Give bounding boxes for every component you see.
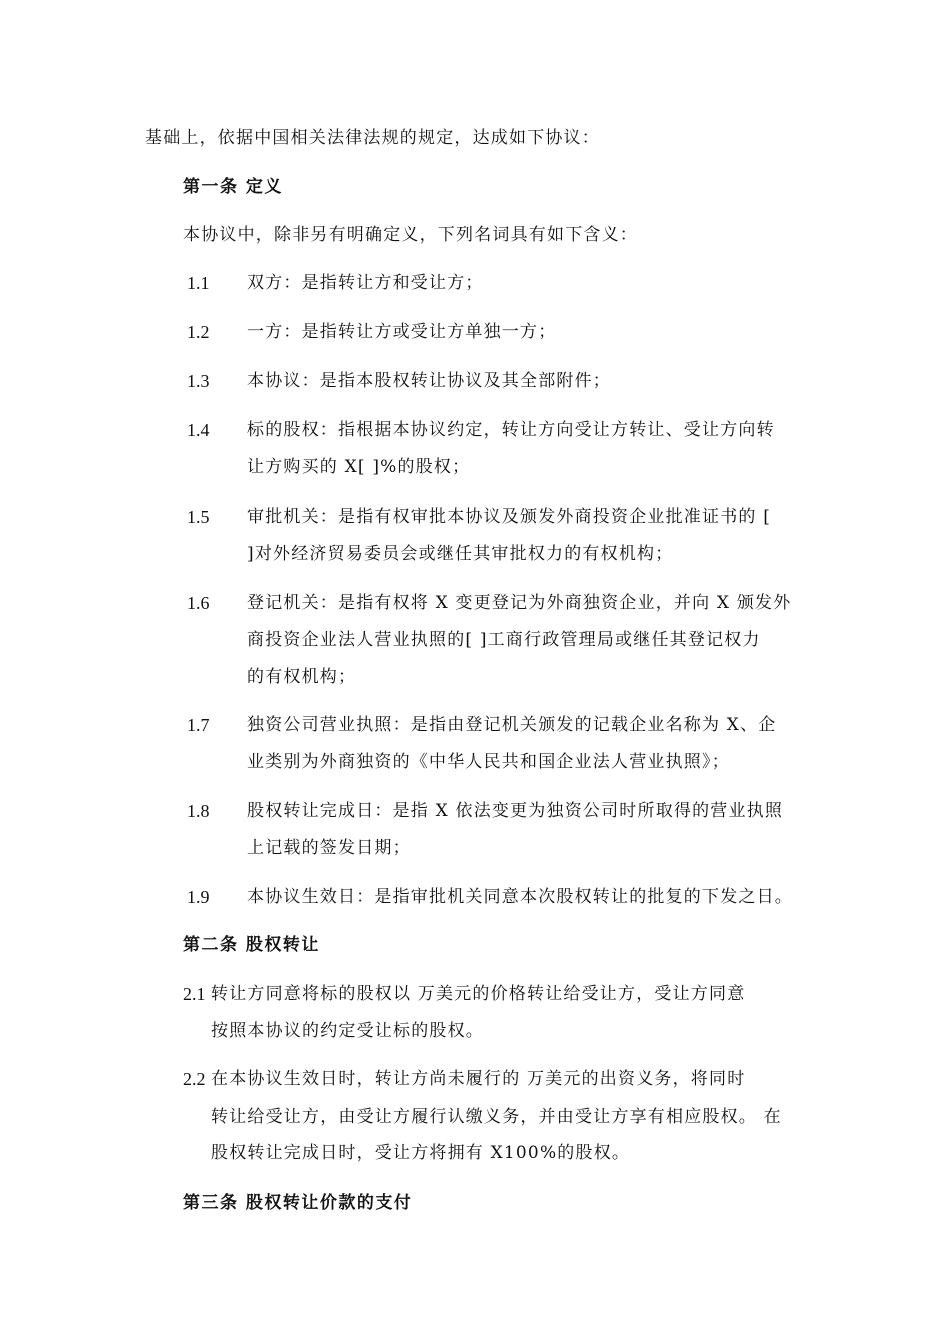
clause-number: 2.2 — [183, 1069, 206, 1089]
clause-text: 转让给受让方，由受让方履行认缴义务，并由受让方享有相应股权。 在 — [211, 1107, 782, 1127]
clause-text: ]对外经济贸易委员会或继任其审批权力的有权机构； — [247, 544, 674, 564]
clause-text: 一方：是指转让方或受让方单独一方； — [247, 322, 557, 342]
clause-number: 1.7 — [187, 715, 210, 735]
article-2-heading: 第二条 股权转让 — [183, 935, 320, 955]
clause-number: 2.1 — [183, 984, 206, 1004]
clause-number: 1.5 — [187, 507, 210, 527]
clause-number: 1.1 — [187, 273, 210, 293]
clause-number: 1.3 — [187, 371, 210, 391]
clause-text: 商投资企业法人营业执照的[ ]工商行政管理局或继任其登记权力 — [247, 630, 761, 650]
clause-text: 审批机关：是指有权审批本协议及颁发外商投资企业批准证书的 [ — [247, 507, 772, 527]
clause-text: 独资公司营业执照：是指由登记机关颁发的记载企业名称为 X、企 — [247, 715, 777, 735]
clause-text: 业类别为外商独资的《中华人民共和国企业法人营业执照》； — [247, 752, 730, 772]
clause-number: 1.8 — [187, 801, 210, 821]
clause-number: 1.4 — [187, 420, 210, 440]
clause-text: 的有权机构； — [247, 667, 357, 687]
clause-number: 1.2 — [187, 322, 210, 342]
clause-text: 股权转让完成日：是指 X 依法变更为独资公司时所取得的营业执照 — [247, 801, 784, 821]
clause-text: 股权转让完成日时，受让方将拥有 X100%的股权。 — [211, 1143, 631, 1163]
clause-number: 1.9 — [187, 887, 210, 907]
article-1-lead: 本协议中，除非另有明确定义，下列名词具有如下含义： — [183, 225, 638, 245]
clause-number: 1.6 — [187, 593, 210, 613]
article-3-heading: 第三条 股权转让价款的支付 — [183, 1193, 413, 1213]
clause-text: 标的股权：指根据本协议约定，转让方向受让方转让、受让方向转 — [247, 420, 775, 440]
clause-text: 本协议生效日：是指审批机关同意本次股权转让的批复的下发之日。 — [247, 887, 793, 907]
clause-text: 上记载的签发日期； — [247, 838, 411, 858]
clause-text: 双方：是指转让方和受让方； — [247, 273, 484, 293]
article-1-heading: 第一条 定义 — [183, 177, 283, 197]
clause-text: 在本协议生效日时，转让方尚未履行的 万美元的出资义务，将同时 — [211, 1069, 746, 1089]
clause-text: 本协议：是指本股权转让协议及其全部附件； — [247, 371, 611, 391]
clause-text: 按照本协议的约定受让标的股权。 — [211, 1021, 484, 1041]
clause-text: 让方购买的 X[ ]%的股权； — [247, 457, 471, 477]
intro-paragraph: 基础上，依据中国相关法律法规的规定，达成如下协议： — [145, 128, 600, 148]
clause-text: 转让方同意将标的股权以 万美元的价格转让给受让方，受让方同意 — [211, 984, 746, 1004]
clause-text: 登记机关：是指有权将 X 变更登记为外商独资企业，并向 X 颁发外 — [247, 593, 792, 613]
